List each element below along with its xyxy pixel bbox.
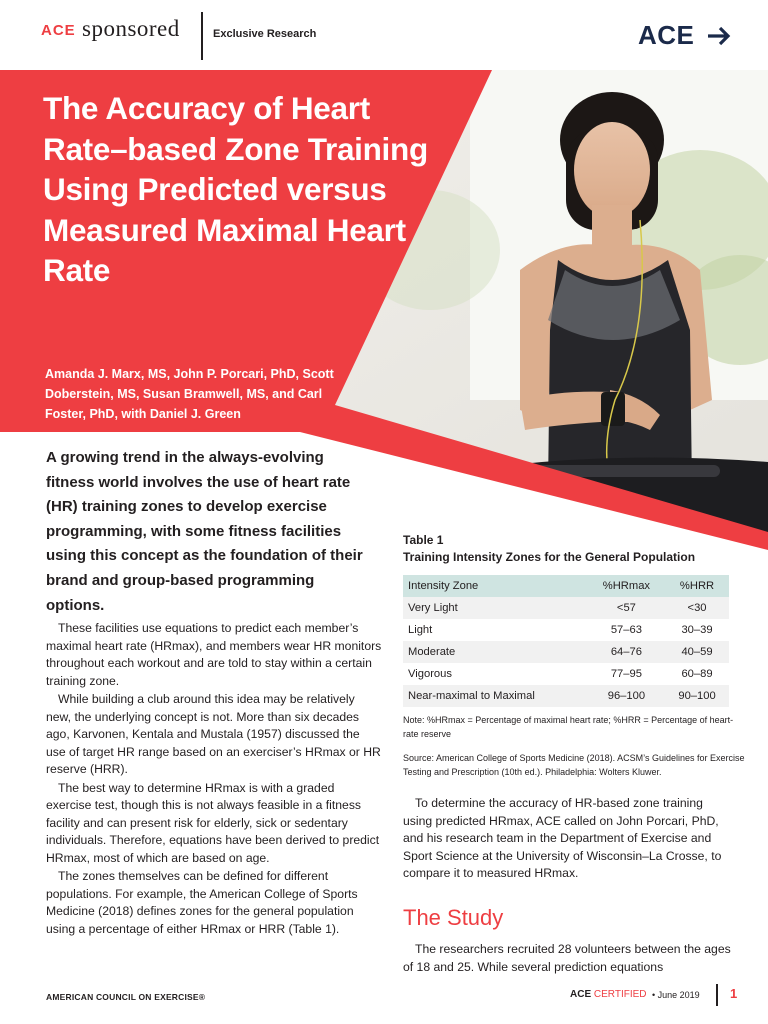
- table-row: [403, 641, 729, 663]
- table-note: Note: %HRmax = Percentage of maximal heart rate; %HRR = Percentage of heart-rate reserve: [403, 715, 734, 739]
- footer-certified: CERTIFIED: [593, 989, 647, 1000]
- ace-logo: ACE: [638, 20, 695, 50]
- page-title: The Accuracy of Heart Rate–based Zone Training Using Predicted versus Measured Maximal Heart Rate: [43, 90, 428, 288]
- table-header-row: [403, 575, 729, 597]
- table-source: Source: American College of Sports Medicine (2018). ACSM’s Guidelines for Exercise Testing and Prescription (10th ed.). Philadelphia: Wolters Kluwer.: [403, 753, 745, 777]
- table-header: %HRR: [665, 575, 729, 597]
- table-header: %HRmax: [588, 575, 665, 597]
- footer-brand: [570, 989, 647, 1000]
- table-cell: 30–39: [681, 624, 713, 636]
- table-cell: 60–89: [681, 668, 713, 680]
- section-heading: The Study: [403, 905, 504, 930]
- arrow-right-icon: [706, 24, 734, 48]
- lead-paragraph: A growing trend in the always-evolving fitness world involves the use of heart rate (HR) training zones to develop exercise programming, with some fitness facilities using this concept as the foundation of their brand and group-based programming options.: [46, 449, 363, 614]
- table-label: Table 1: [403, 533, 444, 547]
- brand-sponsored: sponsored: [82, 16, 180, 41]
- table-cell: Very Light: [403, 597, 588, 619]
- footer-divider: [716, 984, 718, 1006]
- body-paragraph: These facilities use equations to predict each member’s maximal heart rate (HRmax), and members wear HR monitors throughout each workout and are told to stay within a certain training zone.: [46, 621, 382, 688]
- table-header: Intensity Zone: [403, 575, 588, 597]
- study-body: [403, 941, 733, 976]
- body-paragraph: While building a club around this idea may be relatively new, the underlying concept is not. More than six decades ago, Karvonen, Kentala and Mustala (1957) discussed the use of target HR range based on an exerciser’s HRmax or HR reserve (HRR).: [46, 692, 381, 776]
- page-number: 1: [730, 986, 738, 1001]
- table-cell: Light: [408, 624, 433, 636]
- table-cell: Vigorous: [408, 668, 452, 680]
- footer-org: AMERICAN COUNCIL ON EXERCISE®: [46, 992, 206, 1002]
- table-cell: <30: [665, 597, 729, 619]
- table-cell: 77–95: [610, 668, 642, 680]
- table-row: [403, 685, 729, 707]
- footer-date: • June 2019: [652, 990, 700, 1000]
- body-right-column: [403, 795, 733, 883]
- body-left-column: [46, 620, 382, 939]
- page-header: [0, 0, 768, 70]
- table-caption: Training Intensity Zones for the General Population: [403, 550, 696, 564]
- table-row: [403, 597, 729, 619]
- intensity-zone-table: [403, 575, 729, 707]
- table-row: [403, 619, 729, 641]
- table-cell: 57–63: [610, 624, 642, 636]
- table-cell: 96–100: [588, 685, 665, 707]
- table-cell: Moderate: [403, 641, 588, 663]
- body-paragraph: The best way to determine HRmax is with a graded exercise test, though this is not always feasible in a fitness facility and can present risk for elderly, sick or sedentary individuals. Therefore, equations have been derived to predict HRmax, most of which are based on age.: [46, 780, 380, 865]
- body-paragraph: The zones themselves can be defined for different populations. For example, the American College of Sports Medicine (2018) defines zones for the general population using a percentage of either HRmax or HRR (Table 1).: [46, 869, 358, 936]
- authors: Amanda J. Marx, MS, John P. Porcari, PhD, Scott Doberstein, MS, Susan Bramwell, MS, and Carl Foster, PhD, with Daniel J. Green: [45, 367, 334, 421]
- table-cell: 64–76: [588, 641, 665, 663]
- table-cell: 40–59: [665, 641, 729, 663]
- body-paragraph: To determine the accuracy of HR-based zone training using predicted HRmax, ACE called on John Porcari, PhD, and his research team in the Department of Exercise and Sport Science at the University of Wisconsin–La Crosse, to compare it to measured HRmax.: [403, 796, 722, 880]
- table-cell: Near-maximal to Maximal: [403, 685, 588, 707]
- header-tag: Exclusive Research: [213, 28, 317, 40]
- table-cell: <57: [588, 597, 665, 619]
- body-paragraph: The researchers recruited 28 volunteers between the ages of 18 and 25. While several prediction equations: [403, 942, 731, 974]
- footer-ace: ACE: [570, 989, 592, 1000]
- table-cell: 90–100: [665, 685, 729, 707]
- brand-ace: ACE: [41, 22, 76, 39]
- header-divider: [201, 12, 203, 60]
- table-row: [403, 663, 729, 685]
